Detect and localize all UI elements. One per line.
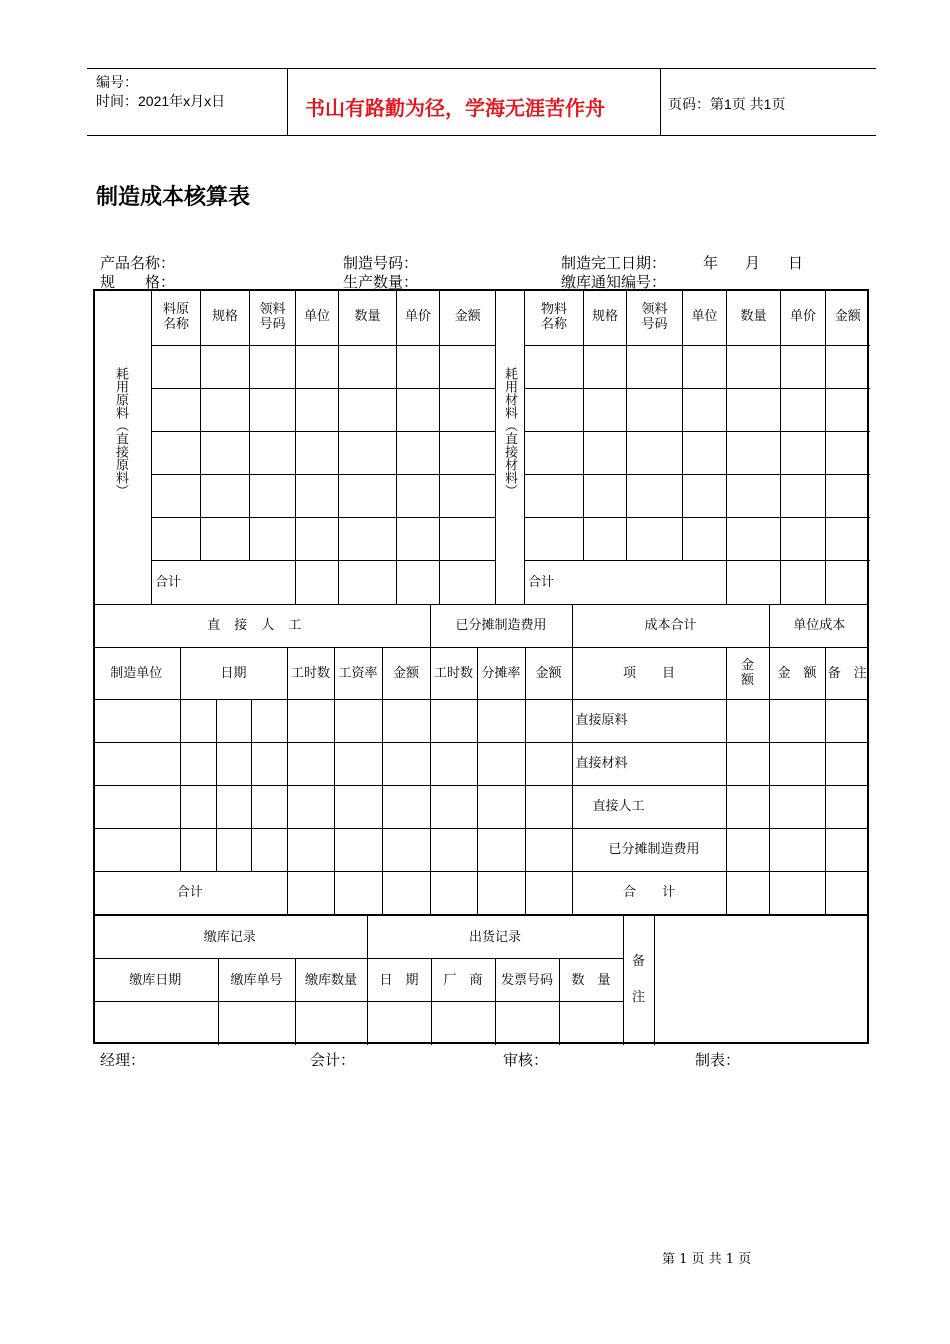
table-cell[interactable] — [180, 828, 216, 871]
table-cell[interactable] — [93, 699, 180, 742]
table-cell[interactable] — [769, 828, 825, 871]
table-cell[interactable] — [287, 871, 334, 914]
table-row — [152, 560, 496, 604]
table-cell[interactable] — [627, 474, 683, 517]
material-header: 规格 — [584, 289, 627, 345]
table-cell[interactable] — [339, 560, 397, 604]
table-cell[interactable] — [250, 388, 296, 431]
table-cell[interactable] — [339, 431, 397, 474]
table-cell[interactable] — [683, 474, 727, 517]
table-cell[interactable] — [430, 871, 477, 914]
table-cell[interactable] — [525, 388, 584, 431]
page-footer: 第 1 页 共 1 页 — [662, 1252, 752, 1267]
table-row — [525, 560, 870, 604]
table-cell[interactable] — [430, 742, 477, 785]
table-cell[interactable] — [727, 388, 781, 431]
cost-total-label: 合 计 — [572, 871, 726, 914]
table-cell[interactable] — [382, 828, 430, 871]
cost-item-direct-material: 直接材料 — [572, 742, 726, 785]
table-cell[interactable] — [440, 388, 496, 431]
material-total-label: 合计 — [525, 560, 727, 604]
table-cell[interactable] — [250, 517, 296, 560]
table-cell[interactable] — [397, 474, 440, 517]
table-cell[interactable] — [397, 345, 440, 388]
warehouse-column-header: 厂 商 — [431, 959, 495, 1002]
cost-column-header: 金 额 — [726, 647, 769, 699]
table-row — [93, 871, 869, 914]
table-cell[interactable] — [477, 742, 525, 785]
table-cell[interactable] — [251, 828, 287, 871]
table-cell[interactable] — [152, 474, 201, 517]
table-cell[interactable] — [201, 431, 250, 474]
table-cell[interactable] — [296, 431, 339, 474]
finish-year-label: 年 — [703, 254, 719, 272]
table-row — [525, 431, 870, 474]
table-cell[interactable] — [440, 474, 496, 517]
page-indicator: 页码：第1页 共1页 — [668, 96, 786, 112]
cost-total-header: 成本合计 — [572, 604, 769, 647]
finish-date-label: 制造完工日期： — [561, 254, 667, 272]
table-cell[interactable] — [825, 742, 869, 785]
doc-time-label: 时间：2021年x月x日 — [96, 93, 226, 109]
cost-item-allocated-overhead: 已分摊制造费用 — [572, 828, 726, 871]
table-cell[interactable] — [781, 345, 826, 388]
raw-material-header: 单价 — [397, 289, 440, 345]
table-cell[interactable] — [826, 345, 870, 388]
table-cell[interactable] — [296, 560, 339, 604]
table-cell[interactable] — [769, 785, 825, 828]
warehouse-column-header: 发票号码 — [495, 959, 559, 1002]
cost-column-header: 工时数 — [430, 647, 477, 699]
raw-material-header: 单位 — [296, 289, 339, 345]
cost-table — [93, 604, 869, 915]
table-row — [152, 345, 496, 388]
table-cell[interactable] — [726, 871, 769, 914]
cost-item-direct-labor: 直接人工 — [572, 785, 726, 828]
material-header: 单位 — [683, 289, 727, 345]
table-cell[interactable] — [397, 560, 440, 604]
raw-material-side-label: 耗用原料（直接原料） — [113, 367, 128, 497]
table-cell[interactable] — [440, 517, 496, 560]
warehouse-column-header: 日 期 — [367, 959, 431, 1002]
table-cell[interactable] — [397, 431, 440, 474]
table-cell[interactable] — [287, 828, 334, 871]
table-cell[interactable] — [525, 474, 584, 517]
table-cell[interactable] — [477, 699, 525, 742]
table-cell[interactable] — [201, 345, 250, 388]
table-cell[interactable] — [825, 828, 869, 871]
table-cell[interactable] — [584, 517, 627, 560]
spec-label: 规 格： — [100, 273, 176, 291]
table-cell[interactable] — [201, 388, 250, 431]
cost-item-direct-raw: 直接原料 — [572, 699, 726, 742]
material-header: 数量 — [727, 289, 781, 345]
table-cell[interactable] — [440, 345, 496, 388]
table-row — [152, 517, 496, 560]
table-cell[interactable] — [477, 828, 525, 871]
table-cell[interactable] — [334, 785, 382, 828]
table-cell[interactable] — [825, 871, 869, 914]
table-cell[interactable] — [781, 560, 826, 604]
table-cell[interactable] — [584, 474, 627, 517]
table-cell[interactable] — [769, 742, 825, 785]
material-header: 单价 — [781, 289, 826, 345]
table-cell[interactable] — [216, 785, 251, 828]
cost-column-header: 金额 — [525, 647, 572, 699]
table-cell[interactable] — [525, 828, 572, 871]
production-qty-label: 生产数量： — [343, 273, 419, 291]
table-cell[interactable] — [477, 785, 525, 828]
table-row — [525, 517, 870, 560]
raw-material-total-label: 合计 — [152, 560, 296, 604]
table-cell[interactable] — [727, 431, 781, 474]
table-cell[interactable] — [201, 474, 250, 517]
raw-material-header: 规格 — [201, 289, 250, 345]
table-cell[interactable] — [525, 871, 572, 914]
table-cell[interactable] — [727, 517, 781, 560]
table-cell[interactable] — [339, 517, 397, 560]
table-cell[interactable] — [382, 699, 430, 742]
table-cell[interactable] — [683, 345, 727, 388]
page-title: 制造成本核算表 — [96, 184, 251, 209]
table-cell[interactable] — [250, 345, 296, 388]
unit-cost-header: 单位成本 — [769, 604, 869, 647]
remark-label: 备 注 — [623, 916, 654, 1045]
material-side-label: 耗用材料（直接材料） — [502, 367, 517, 497]
table-cell[interactable] — [781, 474, 826, 517]
table-row — [93, 742, 869, 785]
table-cell[interactable] — [180, 742, 216, 785]
table-cell[interactable] — [397, 517, 440, 560]
table-cell[interactable] — [683, 388, 727, 431]
cost-column-header: 工时数 — [287, 647, 334, 699]
table-cell[interactable] — [251, 785, 287, 828]
table-cell[interactable] — [339, 388, 397, 431]
table-cell[interactable] — [295, 1002, 367, 1045]
table-row — [152, 431, 496, 474]
maker-signature-label: 制表： — [695, 1051, 741, 1069]
table-cell[interactable] — [382, 871, 430, 914]
table-cell[interactable] — [287, 699, 334, 742]
table-cell[interactable] — [339, 345, 397, 388]
table-cell[interactable] — [287, 742, 334, 785]
table-cell[interactable] — [769, 871, 825, 914]
table-cell[interactable] — [382, 785, 430, 828]
table-cell[interactable] — [683, 431, 727, 474]
table-cell[interactable] — [477, 871, 525, 914]
table-cell[interactable] — [296, 474, 339, 517]
table-row — [93, 699, 869, 742]
cost-column-header: 金 额 — [769, 647, 825, 699]
table-cell[interactable] — [525, 431, 584, 474]
warehouse-in-header: 缴库记录 — [93, 916, 367, 959]
table-row — [93, 785, 869, 828]
table-cell[interactable] — [826, 388, 870, 431]
cost-column-header: 日期 — [180, 647, 287, 699]
table-cell[interactable] — [180, 699, 216, 742]
table-cell[interactable] — [430, 828, 477, 871]
table-row — [525, 345, 870, 388]
table-row — [152, 474, 496, 517]
table-cell[interactable] — [216, 828, 251, 871]
cost-column-header: 分摊率 — [477, 647, 525, 699]
material-header: 金额 — [826, 289, 870, 345]
table-cell[interactable] — [334, 871, 382, 914]
table-row — [93, 828, 869, 871]
table-cell[interactable] — [430, 785, 477, 828]
mfg-number-label: 制造号码： — [343, 254, 419, 272]
table-cell[interactable] — [296, 388, 339, 431]
table-cell[interactable] — [152, 517, 201, 560]
labor-total-label: 合计 — [93, 871, 287, 914]
table-cell[interactable] — [727, 474, 781, 517]
table-cell[interactable] — [218, 1002, 295, 1045]
table-cell[interactable] — [251, 699, 287, 742]
material-header: 领料 号码 — [627, 289, 683, 345]
table-cell[interactable] — [726, 742, 769, 785]
table-cell[interactable] — [727, 345, 781, 388]
table-row — [525, 474, 870, 517]
table-cell[interactable] — [726, 699, 769, 742]
warehouse-notice-label: 缴库通知编号： — [561, 273, 667, 291]
table-cell[interactable] — [152, 388, 201, 431]
table-row — [152, 388, 496, 431]
table-cell[interactable] — [826, 431, 870, 474]
table-cell[interactable] — [251, 742, 287, 785]
table-cell[interactable] — [584, 345, 627, 388]
remark-field[interactable] — [654, 916, 869, 1045]
raw-material-header: 金额 — [440, 289, 496, 345]
material-table — [524, 289, 870, 604]
table-cell[interactable] — [93, 1002, 218, 1045]
table-cell[interactable] — [559, 1002, 623, 1045]
table-cell[interactable] — [201, 517, 250, 560]
allocated-overhead-header: 已分摊制造费用 — [430, 604, 572, 647]
table-cell[interactable] — [440, 431, 496, 474]
table-cell[interactable] — [627, 431, 683, 474]
warehouse-column-header: 缴库单号 — [218, 959, 295, 1002]
table-cell[interactable] — [296, 517, 339, 560]
table-cell[interactable] — [627, 345, 683, 388]
table-cell[interactable] — [525, 517, 584, 560]
table-cell[interactable] — [334, 742, 382, 785]
table-cell[interactable] — [287, 785, 334, 828]
finish-day-label: 日 — [788, 254, 804, 272]
table-cell[interactable] — [397, 388, 440, 431]
table-cell[interactable] — [525, 699, 572, 742]
direct-labor-header: 直接人工 — [93, 604, 430, 647]
raw-material-header: 领料 号码 — [250, 289, 296, 345]
table-cell[interactable] — [584, 431, 627, 474]
table-cell[interactable] — [781, 431, 826, 474]
doc-number-label: 编号： — [96, 74, 138, 90]
raw-material-header: 数量 — [339, 289, 397, 345]
table-cell[interactable] — [180, 785, 216, 828]
table-cell[interactable] — [769, 699, 825, 742]
material-header: 物料 名称 — [525, 289, 584, 345]
raw-material-header: 料原 名称 — [152, 289, 201, 345]
accountant-signature-label: 会计： — [310, 1051, 356, 1069]
table-cell[interactable] — [525, 345, 584, 388]
table-cell[interactable] — [93, 828, 180, 871]
product-name-label: 产品名称： — [100, 254, 176, 272]
cost-column-header: 工资率 — [334, 647, 382, 699]
table-cell[interactable] — [216, 699, 251, 742]
table-cell[interactable] — [296, 345, 339, 388]
table-cell[interactable] — [825, 699, 869, 742]
table-cell[interactable] — [152, 345, 201, 388]
table-cell[interactable] — [431, 1002, 495, 1045]
manager-signature-label: 经理： — [100, 1051, 146, 1069]
table-cell[interactable] — [495, 1002, 559, 1045]
table-cell[interactable] — [250, 474, 296, 517]
table-cell[interactable] — [152, 431, 201, 474]
raw-material-table — [151, 289, 496, 604]
table-cell[interactable] — [334, 699, 382, 742]
table-cell[interactable] — [584, 388, 627, 431]
table-cell[interactable] — [339, 474, 397, 517]
table-cell[interactable] — [216, 742, 251, 785]
table-cell[interactable] — [367, 1002, 431, 1045]
header-motto: 书山有路勤为径，学海无涯苦作舟 — [305, 96, 605, 120]
table-cell[interactable] — [627, 388, 683, 431]
warehouse-column-header: 缴库数量 — [295, 959, 367, 1002]
shipment-header: 出货记录 — [367, 916, 623, 959]
table-cell[interactable] — [826, 474, 870, 517]
table-cell[interactable] — [430, 699, 477, 742]
table-cell[interactable] — [727, 560, 781, 604]
table-cell[interactable] — [93, 785, 180, 828]
table-row — [525, 388, 870, 431]
cost-column-header: 制造单位 — [93, 647, 180, 699]
table-cell[interactable] — [781, 517, 826, 560]
cost-column-header: 项 目 — [572, 647, 726, 699]
table-cell[interactable] — [726, 785, 769, 828]
table-cell[interactable] — [525, 785, 572, 828]
table-cell[interactable] — [781, 388, 826, 431]
warehouse-table — [93, 915, 869, 1045]
cost-column-header: 备 注 — [825, 647, 869, 699]
cost-column-header: 金额 — [382, 647, 430, 699]
warehouse-column-header: 数 量 — [559, 959, 623, 1002]
table-cell[interactable] — [440, 560, 496, 604]
table-cell[interactable] — [826, 560, 870, 604]
table-cell[interactable] — [726, 828, 769, 871]
table-cell[interactable] — [825, 785, 869, 828]
table-cell[interactable] — [250, 431, 296, 474]
table-cell[interactable] — [683, 517, 727, 560]
table-cell[interactable] — [826, 517, 870, 560]
table-cell[interactable] — [382, 742, 430, 785]
table-cell[interactable] — [334, 828, 382, 871]
table-cell[interactable] — [627, 517, 683, 560]
table-cell[interactable] — [525, 742, 572, 785]
warehouse-column-header: 缴库日期 — [93, 959, 218, 1002]
auditor-signature-label: 审核： — [503, 1051, 549, 1069]
finish-month-label: 月 — [745, 254, 761, 272]
table-cell[interactable] — [93, 742, 180, 785]
